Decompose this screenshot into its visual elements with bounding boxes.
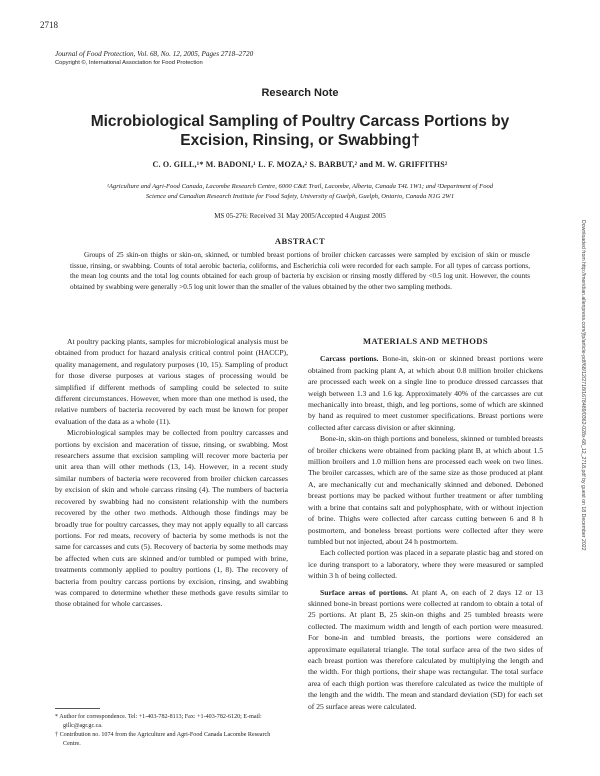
intro-paragraph-2: Microbiological samples may be collected from poultry carcasses and portions by excision and maceration of tissue, rinsing, or swabbing. Most researchers assume that excision sampling will recover more bacteria per unit area than will other methods (13, 14). However, in a recent study similar numbers of bacteria were recovered from broiler chicken carcasses by excision of skin and whole carcass rinsing (4). The numbers of bacteria recovered by swabbing had no consistent relationship with the numbers recovered by the other two methods. Although those findings may be broadly true for poultry carcasses, they may not apply equally to all carcass portions. For red meats, recovery of bacteria by some methods is not the same for carcasses and cuts (5). Recovery of bacteria by some methods may be affected when cuts are skinned and/or tumbled or pumped with brine, treatments commonly applied to poultry portions (1, 8). The recovery of bacteria from poultry carcass portions by excision, rinsing, and swabbing was compared to determine whether these methods gave results similar to those obtained for whole carcasses. [55, 428, 288, 609]
intro-paragraph-1: At poultry packing plants, samples for microbiological analysis must be obtained from product for hazard analysis critical control point (HACCP), quality management, and regulatory purposes (10, 15). Sampling of product for those diverse purposes at various stages of processing would be simplified if different methods of sampling could be selected to suite different circumstances. However, when more than one method is used, the relative numbers of bacteria recovered by each must be known for proper evaluation of the data as a whole (11). [55, 337, 288, 426]
journal-citation: Journal of Food Protection, Vol. 68, No. 12, 2005, Pages 2718–2720 [55, 50, 254, 58]
right-column [308, 336, 543, 712]
abstract-heading: ABSTRACT [274, 236, 326, 246]
methods-heading: MATERIALS AND METHODS [363, 336, 488, 346]
footnote-contribution: † Contribution no. 1074 from the Agriculture and Agri-Food Canada Lacombe Research Centre. [55, 732, 271, 747]
title-line-1: Microbiological Sampling of Poultry Carcass Portions by [90, 113, 510, 130]
author-list: C. O. GILL,¹* M. BADONI,¹ L. F. MOZA,² S. BARBUT,² and M. W. GRIFFITHS² [152, 160, 448, 169]
footnote-author: * Author for correspondence. Tel: +1-403-782-8113; Fax: +1-403-782-6120; E-mail: gillc@agr.gc.ca. [55, 714, 262, 729]
carcass-portions-subheading: Carcass portions. [320, 354, 379, 364]
surface-paragraph-1 [308, 587, 543, 712]
surface-areas-subheading: Surface areas of portions. [320, 587, 408, 597]
abstract-text: Groups of 25 skin-on thighs or skin-on, skinned, or tumbled breast portions of broiler chicken carcasses were sampled by excision of skin or muscle tissue, rinsing, or swabbing. Counts of total aerobic bacteria, coliforms, and Escherichia coli were recorded for each sample. For all types of carcass portions, the mean log counts and the total log counts obtained for each group of bacteria by excision or rinsing mostly differed by <0.5 log unit. However, the counts obtained by swabbing were generally >0.5 log unit lower than the smaller of the values obtained by the other two sampling methods. [70, 251, 530, 291]
carcass-paragraph-3: Each collected portion was placed in a separate plastic bag and stored on ice during transport to a laboratory, where they were measured or sampled within 3 h of being collected. [308, 548, 543, 581]
footnotes [55, 713, 288, 749]
carcass-paragraph-2: Bone-in, skin-on thigh portions and boneless, skinned or tumbled breasts of broiler chickens were obtained from packing plant B, at which about 1.5 million broilers and 1.0 million hens are processed each week on two lines. The broiler carcasses, which are of the same size as those produced at plant A, are mechanically cut and mechanically skinned and deboned. Deboned breast portions may be packed without further treatment or after tumbling with a brine that contains salt and polyphosphate, with or without injection of brine. Thighs were collected after carcass cutting between 6 and 8 h postmortem, and boneless breast portions were collected after they were tumbled but not injected, about 24 h postmortem. [308, 434, 543, 546]
title-line-2: Excision, Rinsing, or Swabbing† [180, 132, 420, 149]
article-title [50, 112, 550, 150]
affiliation-line-1: ¹Agriculture and Agri-Food Canada, Lacombe Research Centre, 6000 C&E Trail, Lacombe, Alberta, Canada T4L 1W1; and ²Department of Food [106, 183, 494, 190]
page-number: 2718 [40, 20, 58, 30]
surface-paragraph-1-text: At plant A, on each of 2 days 12 or 13 skinned bone-in breast portions were collected at random to obtain a total of 25 portions. At plant B, 25 skin-on thighs and 25 tumbled breasts were collected. The maximum width and length of each portion were measured. For bone-in and tumbled breasts, the portions were considered an approximate equilateral triangle. The total surface area of the two sides of each breast portion was therefore calculated by multiplying the length and the width. For thigh portions, their shape was rectangular. The total surface area of each thigh portion was therefore calculated as twice the multiple of the length and the width. The mean and standard deviation (SD) for each set of 25 surface areas were calculated. [308, 587, 543, 711]
article-type-label: Research Note [261, 87, 339, 99]
manuscript-info: MS 05-276: Received 31 May 2005/Accepted 4 August 2005 [214, 212, 386, 220]
carcass-paragraph-1 [308, 353, 543, 433]
copyright-notice: Copyright ©, International Association for Food Protection [55, 60, 203, 66]
affiliations [62, 182, 538, 202]
affiliation-line-2: Science and Canadian Research Institute for Food Safety, University of Guelph, Guelph, Ontario, Canada N1G 2W1 [145, 193, 455, 200]
left-column [55, 336, 288, 610]
carcass-paragraph-1-text: Bone-in, skin-on or skinned breast portions were obtained from packing plant A, at which about 0.8 million broiler chickens are processed each week on a single line to produce dressed carcasses that weigh between 1.3 and 1.6 kg. Approximately 40% of the carcasses are cut mechanically into breast, thigh, and leg portions, some of which are skinned by hand as required to meet customer specifications. Breast portions were collected after carcass division or after skinning. [308, 354, 543, 432]
download-watermark: Downloaded from http://meridian.allenpress.com/jfp/article-pdf/68/12/2718/1678489/0362-028x-68_12_2718.pdf by guest on 18 December 2022 [580, 220, 586, 551]
footnote-rule [55, 708, 100, 709]
